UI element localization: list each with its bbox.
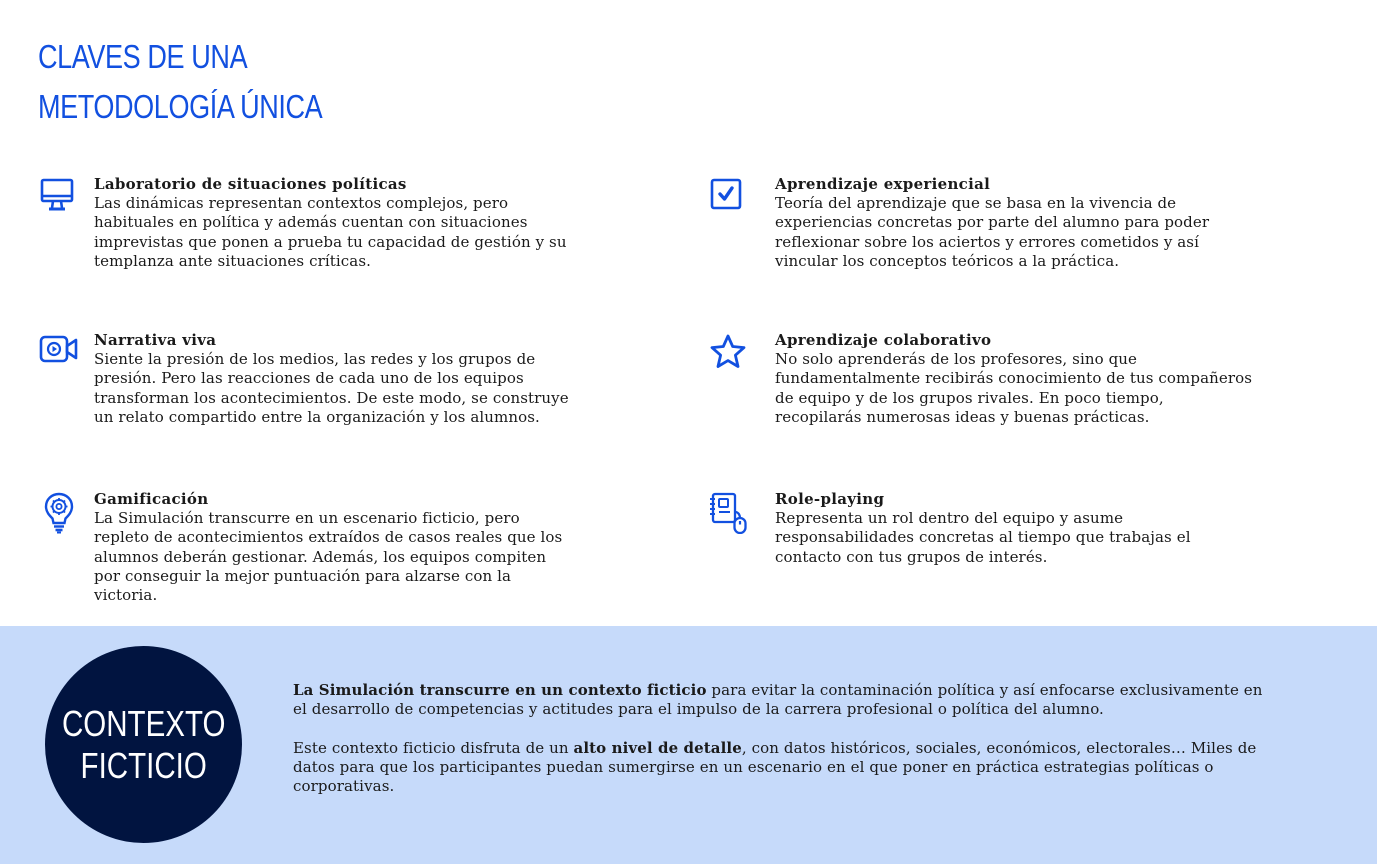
feature-title: Role-playing bbox=[775, 490, 885, 508]
feature-text: Las dinámicas representan contextos complejos, pero habituales en política y además cuentan con situaciones imprevistas que ponen a prueba tu capacidad de gestión y su templanza ante situaciones críticas. bbox=[94, 194, 567, 270]
feature-text: Teoría del aprendizaje que se basa en la vivencia de experiencias concretas por parte del alumno para poder reflexionar sobre los aciertos y errores cometidos y así vincular los conceptos teóricos a la práctica. bbox=[775, 194, 1210, 270]
feature-text: Siente la presión de los medios, las redes y los grupos de presión. Pero las reacciones de cada uno de los equipos transforman los acontecimientos. De este modo, se construye un relato compartido entre la organización y los alumnos. bbox=[94, 350, 569, 426]
contexto-p2-start: Este contexto ficticio disfruta de un bbox=[293, 738, 574, 757]
contexto-p2-rest: , con datos históricos, sociales, económicos, electorales… Miles de datos para que los participantes puedan sumergirse en un escenario en el que poner en práctica estrategias políticas o corporativas. bbox=[293, 738, 1257, 796]
contexto-badge-text bbox=[62, 703, 225, 787]
page-title-line-1: CLAVES DE UNA bbox=[38, 38, 248, 75]
lightbulb-gear-icon bbox=[44, 492, 74, 534]
contexto-band bbox=[0, 626, 1377, 864]
feature-text: No solo aprenderás de los profesores, sino que fundamentalmente recibirás conocimiento de tus compañeros de equipo y de los grupos rivales. En poco tiempo, recopilarás numerosas ideas y buenas prácticas. bbox=[775, 350, 1253, 426]
monitor-icon bbox=[40, 177, 74, 213]
contexto-paragraph-2 bbox=[293, 739, 1273, 797]
feature-laboratorio bbox=[94, 175, 574, 271]
star-icon bbox=[709, 333, 747, 371]
contexto-p1-bold: La Simulación transcurre en un contexto ficticio bbox=[293, 681, 707, 699]
feature-role-playing bbox=[775, 490, 1255, 567]
feature-title: Gamificación bbox=[94, 490, 209, 508]
contexto-paragraph-1 bbox=[293, 681, 1273, 720]
feature-gamificacion bbox=[94, 490, 574, 605]
contexto-p1-rest: para evitar la contaminación política y así enfocarse exclusivamente en el desarrollo de competencias y actitudes para el impulso de la carrera profesional o política del alumno. bbox=[293, 681, 1263, 719]
contexto-description bbox=[293, 681, 1273, 815]
checkbox-icon bbox=[710, 178, 742, 210]
feature-text: Representa un rol dentro del equipo y asume responsabilidades concretas al tiempo que trabajas el contacto con tus grupos de interés. bbox=[775, 509, 1191, 566]
contexto-p2-bold: alto nivel de detalle bbox=[573, 738, 742, 757]
contexto-badge-line-1: CONTEXTO bbox=[61, 702, 226, 744]
feature-narrativa bbox=[94, 331, 574, 427]
page-title bbox=[38, 32, 322, 132]
feature-experiencial bbox=[775, 175, 1255, 271]
video-camera-icon bbox=[39, 333, 79, 365]
feature-title: Aprendizaje experiencial bbox=[775, 175, 991, 193]
feature-text: La Simulación transcurre en un escenario ficticio, pero repleto de acontecimientos extraídos de casos reales que los alumnos deberán gestionar. Además, los equipos compiten por conseguir la mejor puntuación para alzarse con la victoria. bbox=[94, 509, 563, 605]
feature-title: Laboratorio de situaciones políticas bbox=[94, 175, 407, 193]
contexto-badge bbox=[45, 646, 242, 843]
feature-title: Narrativa viva bbox=[94, 331, 217, 349]
feature-title: Aprendizaje colaborativo bbox=[775, 331, 992, 349]
page-title-line-2: METODOLOGÍA ÚNICA bbox=[38, 88, 323, 125]
contexto-badge-line-2: FICTICIO bbox=[80, 744, 207, 786]
feature-colaborativo bbox=[775, 331, 1255, 427]
notebook-mouse-icon bbox=[709, 492, 749, 534]
